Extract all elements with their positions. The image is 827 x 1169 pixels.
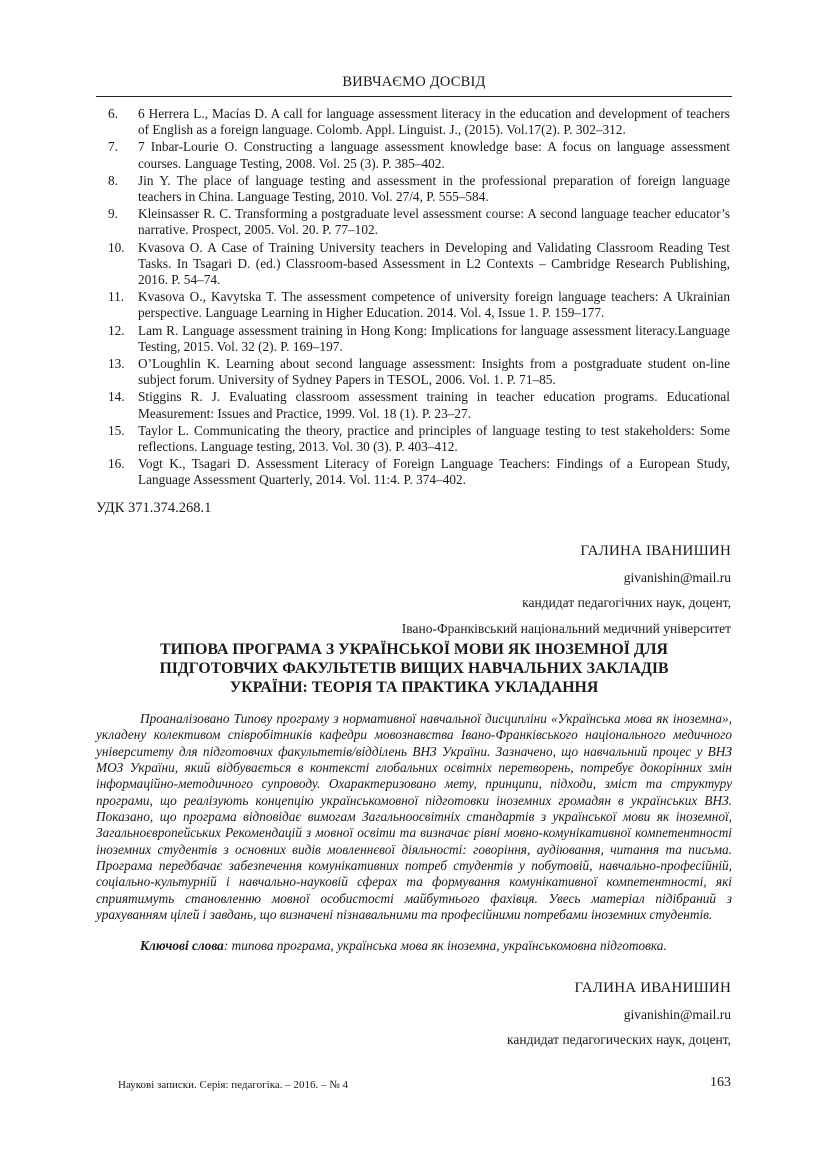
reference-item <box>108 423 730 455</box>
reference-text: Lam R. Language assessment training in Hong Kong: Implications for language assessment literacy.Language Testing, 2015. Vol. 32 (2). P. 169–197. <box>138 322 730 354</box>
reference-text: Kvasova O. A Case of Training University teachers in Developing and Validating Classroom Reading Test Tasks. In Tsagari D. (ed.) Classroom-based Assessment in L2 Contexts – Cambridge Research Publishing, 2016. P. 54–74. <box>138 239 730 288</box>
header-rule <box>96 96 732 97</box>
reference-number: 12. <box>108 322 125 338</box>
reference-item <box>108 173 730 205</box>
reference-item <box>108 356 730 388</box>
reference-number: 6. <box>108 106 118 121</box>
reference-number: 14. <box>108 389 125 405</box>
reference-number: 11. <box>108 289 125 305</box>
reference-item <box>108 389 730 421</box>
reference-item <box>108 323 730 355</box>
reference-text: Stiggins R. J. Evaluating classroom assessment training in teacher education programs. Educational Measurement: Issues and Practice, 1999. Vol. 18 (1). P. 23–27. <box>138 389 730 421</box>
reference-text: 6 Herrera L., Macías D. A call for language assessment literacy in the education and development of teachers of English as a foreign language. Colomb. Appl. Linguist. J., (2015). Vol.17(2). P. 302–312. <box>138 106 730 138</box>
reference-item <box>108 206 730 238</box>
reference-number: 10. <box>108 239 125 255</box>
reference-item <box>108 289 730 321</box>
reference-item <box>108 240 730 289</box>
reference-text: O’Loughlin K. Learning about second language assessment: Insights from a postgraduate student on-line subject forum. University of Sydney Papers in TESOL, 2006. Vol. 1. P. 71–85. <box>138 356 730 388</box>
udc-code: УДК 371.374.268.1 <box>96 500 212 516</box>
reference-text: 7 Inbar-Lourie O. Constructing a language assessment knowledge base: A focus on language assessment courses. Language Testing, 2008. Vol. 25 (3). P. 385–402. <box>138 139 730 171</box>
article-title <box>96 640 732 697</box>
author-block-uk <box>95 539 731 641</box>
keywords-label: Ключові слова <box>140 938 224 953</box>
page-number: 163 <box>710 1075 731 1090</box>
reference-list <box>108 106 730 490</box>
reference-text: Kleinsasser R. C. Transforming a postgraduate level assessment course: A second language teacher educator’s narrative. Prospect, 2005. Vol. 20. P. 77–102. <box>138 206 730 238</box>
keywords <box>96 938 732 954</box>
reference-number: 16. <box>108 456 125 472</box>
author-degree: кандидат педагогических наук, доцент, <box>507 1032 731 1047</box>
author-email[interactable]: givanishin@mail.ru <box>623 569 731 585</box>
reference-text: Taylor L. Communicating the theory, practice and principles of language testing to test stakeholders: Some reflections. Language testing, 2013. Vol. 30 (3). P. 403–412. <box>138 422 730 455</box>
author-name: ГАЛИНА ИВАНИШИН <box>574 980 731 996</box>
reference-number: 9. <box>108 206 118 222</box>
reference-text: Kvasova O., Kavytska T. The assessment competence of university foreign language teachers: A Ukrainian perspective. Language Learning in Higher Education. 2014. Vol. 4, Issue 1. P. 159–177. <box>138 289 730 321</box>
author-name: ГАЛИНА ІВАНИШИН <box>580 543 731 559</box>
reference-item <box>108 456 730 488</box>
title-line: ТИПОВА ПРОГРАМА З УКРАЇНСЬКОЇ МОВИ ЯК ІНОЗЕМНОЇ ДЛЯ <box>160 641 668 658</box>
reference-item <box>108 106 730 138</box>
footer-journal: Наукові записки. Серія: педагогіка. – 2016. – № 4 <box>118 1079 349 1091</box>
title-line: УКРАЇНИ: ТЕОРІЯ ТА ПРАКТИКА УКЛАДАННЯ <box>229 679 599 696</box>
reference-text: Jin Y. The place of language testing and assessment in the professional preparation of foreign language teachers in China. Language Testing, 2010. Vol. 27/4, P. 555–584. <box>138 172 730 205</box>
author-degree: кандидат педагогічних наук, доцент, <box>522 595 731 610</box>
author-affiliation: Івано-Франківський національний медичний університет <box>401 620 731 636</box>
reference-item <box>108 139 730 171</box>
running-head: ВИВЧАЄМО ДОСВІД <box>342 74 486 90</box>
reference-number: 7. <box>108 139 118 155</box>
reference-text: Vogt K., Tsagari D. Assessment Literacy of Foreign Language Teachers: Findings of a European Study, Language Assessment Quarterly, 2014. Vol. 11:4. P. 374–402. <box>138 456 730 488</box>
reference-number: 15. <box>108 422 125 438</box>
reference-number: 13. <box>108 356 125 372</box>
keywords-text: : типова програма, українська мова як іноземна, українськомовна підготовка. <box>223 938 667 953</box>
abstract: Проаналізовано Типову програму з нормативної навчальної дисципліни «Українська мова як іноземна», укладену колективом співробітників кафедри мовознавства Івано-Франківського національного медичного університету для підготовчих факультетів/відділень ВНЗ України. Зазначено, що навчальний процес у ВНЗ МОЗ України, який відбувається в контексті глобальних освітніх перетворень, потребує докорінних змін інформаційно-методичного супроводу. Охарактеризовано мету, принципи, підходи, зміст та структуру програми, що реалізують концепцію українськомовної підготовки іноземних громадян в українських ВНЗ. Показано, що програма відповідає вимогам Загальноосвітніх стандартів з української мови як іноземної, Загальноєвропейських Рекомендацій з мовної освіти та визначає рівні мовно-комунікативної компетентності іноземних студентів з основних видів мовленнєвої діяльності: говоріння, аудіювання, читання та письма. Програма передбачає забезпечення комунікативних потреб студентів у побутовій, навчально-професійній, соціально-культурній і навчально-науковій сферах та формування комунікативної компетентності, які сприятимуть становленню мовної особистості майбутнього фахівця. Увесь матеріал підібраний з урахуванням цілей і завдань, що визначені пізнавальними та професійними потребами іноземних студентів. <box>96 711 732 923</box>
author-email[interactable]: givanishin@mail.ru <box>623 1006 731 1022</box>
author-block-ru <box>95 976 731 1053</box>
reference-number: 8. <box>108 172 118 188</box>
title-line: ПІДГОТОВЧИХ ФАКУЛЬТЕТІВ ВИЩИХ НАВЧАЛЬНИХ ЗАКЛАДІВ <box>159 660 669 677</box>
